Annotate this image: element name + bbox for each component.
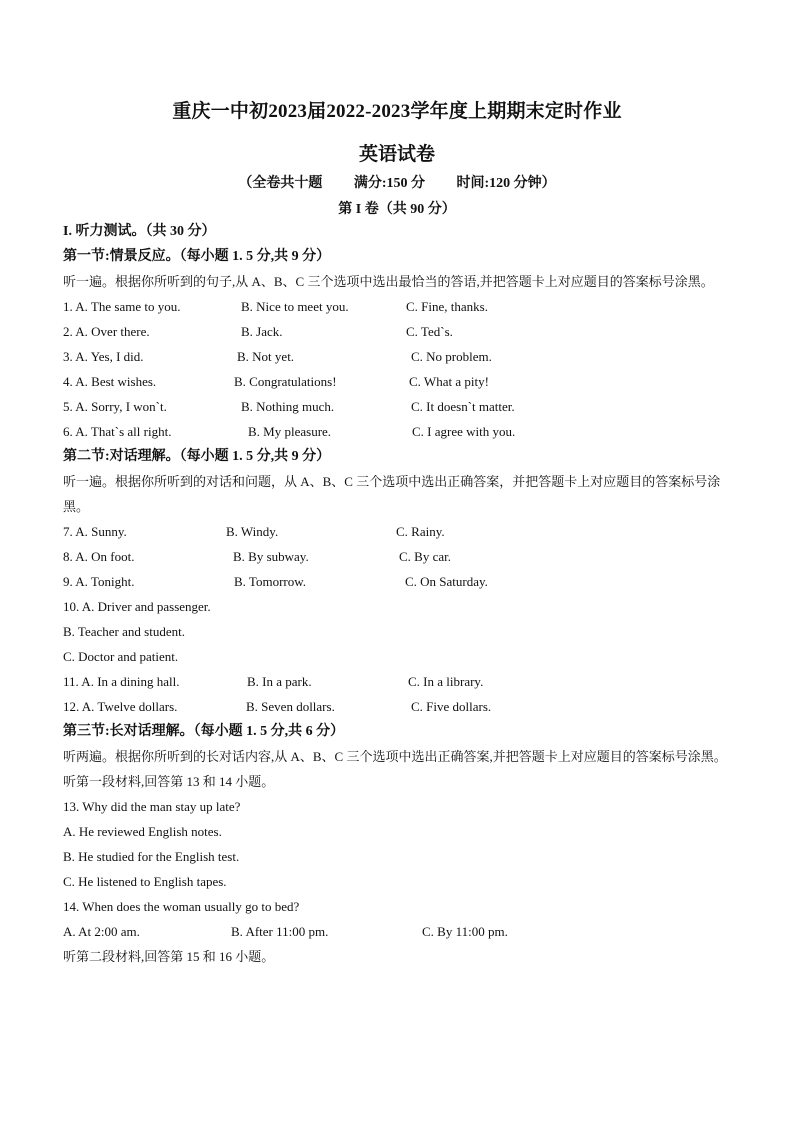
option-a: 4. A. Best wishes. (63, 374, 157, 389)
option-b: B. After 11:00 pm. (231, 924, 329, 939)
question-row (63, 544, 733, 569)
option-b: B. Not yet. (237, 349, 295, 364)
question-row (63, 694, 733, 719)
option-b: B. Jack. (241, 324, 283, 339)
question-14-stem: 14. When does the woman usually go to bed? (63, 899, 300, 914)
option-c: C. On Saturday. (405, 574, 488, 589)
question-row (63, 319, 733, 344)
exam-subtitle: 英语试卷 (358, 144, 435, 165)
question-row (63, 919, 733, 944)
question-row (63, 394, 733, 419)
exam-title: 重庆一中初2023届2022-2023学年度上期期末定时作业 (172, 101, 622, 122)
section1-heading: 第一节:情景反应。（每小题 1. 5 分,共 9 分） (63, 249, 331, 264)
question-13-c: C. He listened to English tapes. (63, 874, 227, 889)
option-c: C. Ted`s. (406, 324, 453, 339)
part-heading: I. 听力测试。（共 30 分） (63, 224, 216, 239)
option-c: C. No problem. (411, 349, 492, 364)
option-a: 5. A. Sorry, I won`t. (63, 399, 167, 414)
option-b: B. By subway. (233, 549, 309, 564)
exam-info (0, 172, 794, 192)
question-13-a: A. He reviewed English notes. (63, 824, 222, 839)
option-b: B. Windy. (226, 524, 279, 539)
option-c: C. Five dollars. (411, 699, 492, 714)
option-b: B. Seven dollars. (246, 699, 335, 714)
section1-instruction: 听一遍。根据你所听到的句子,从 A、B、C 三个选项中选出最恰当的答语,并把答题卡上对应题目的答案标号涂黑。 (63, 274, 714, 289)
section2-instruction: 听一遍。根据你所听到的对话和问题，从 A、B、C 三个选项中选出正确答案，并把答题卡上对应题目的答案标号涂黑。 (63, 474, 721, 514)
option-b: B. Congratulations! (234, 374, 337, 389)
section3-heading: 第三节:长对话理解。（每小题 1. 5 分,共 6 分） (63, 724, 345, 739)
option-c: C. In a library. (408, 674, 484, 689)
exam-content (63, 219, 733, 969)
option-b: B. Nothing much. (241, 399, 335, 414)
option-a: 7. A. Sunny. (63, 524, 127, 539)
question-10-c: C. Doctor and patient. (63, 649, 179, 664)
option-c: C. By 11:00 pm. (422, 924, 508, 939)
option-a: 2. A. Over there. (63, 324, 150, 339)
question-13-b: B. He studied for the English test. (63, 849, 240, 864)
option-c: C. Rainy. (396, 524, 445, 539)
question-row (63, 344, 733, 369)
option-b: B. In a park. (247, 674, 312, 689)
volume-heading: 第 I 卷（共 90 分） (338, 202, 456, 217)
question-10-b: B. Teacher and student. (63, 624, 185, 639)
option-c: C. It doesn`t matter. (411, 399, 515, 414)
question-row (63, 419, 733, 444)
option-a: 11. A. In a dining hall. (63, 674, 180, 689)
question-row (63, 294, 733, 319)
material-1-note: 听第一段材料,回答第 13 和 14 小题。 (63, 774, 275, 789)
option-b: B. Nice to meet you. (241, 299, 349, 314)
option-c: C. I agree with you. (412, 424, 516, 439)
option-a: 9. A. Tonight. (63, 574, 135, 589)
exam-info-scope: （全卷共十题 (238, 176, 323, 191)
option-a: 6. A. That`s all right. (63, 424, 172, 439)
option-c: C. What a pity! (409, 374, 489, 389)
section3-instruction: 听两遍。根据你所听到的长对话内容,从 A、B、C 三个选项中选出正确答案,并把答题卡上对应题目的答案标号涂黑。 (63, 749, 727, 764)
question-13-stem: 13. Why did the man stay up late? (63, 799, 241, 814)
exam-info-score: 满分:150 分 (353, 176, 425, 191)
section2-heading: 第二节:对话理解。（每小题 1. 5 分,共 9 分） (63, 449, 331, 464)
option-a: 1. A. The same to you. (63, 299, 181, 314)
option-a: 12. A. Twelve dollars. (63, 699, 178, 714)
option-b: B. Tomorrow. (234, 574, 307, 589)
question-10-a: 10. A. Driver and passenger. (63, 599, 211, 614)
exam-info-time: 时间:120 分钟） (456, 176, 556, 191)
question-row (63, 519, 733, 544)
option-a: 3. A. Yes, I did. (63, 349, 144, 364)
option-a: A. At 2:00 am. (63, 924, 140, 939)
question-row (63, 669, 733, 694)
question-row (63, 369, 733, 394)
question-row (63, 569, 733, 594)
material-2-note: 听第二段材料,回答第 15 和 16 小题。 (63, 949, 275, 964)
option-a: 8. A. On foot. (63, 549, 135, 564)
option-c: C. By car. (399, 549, 451, 564)
option-b: B. My pleasure. (248, 424, 332, 439)
option-c: C. Fine, thanks. (406, 299, 488, 314)
